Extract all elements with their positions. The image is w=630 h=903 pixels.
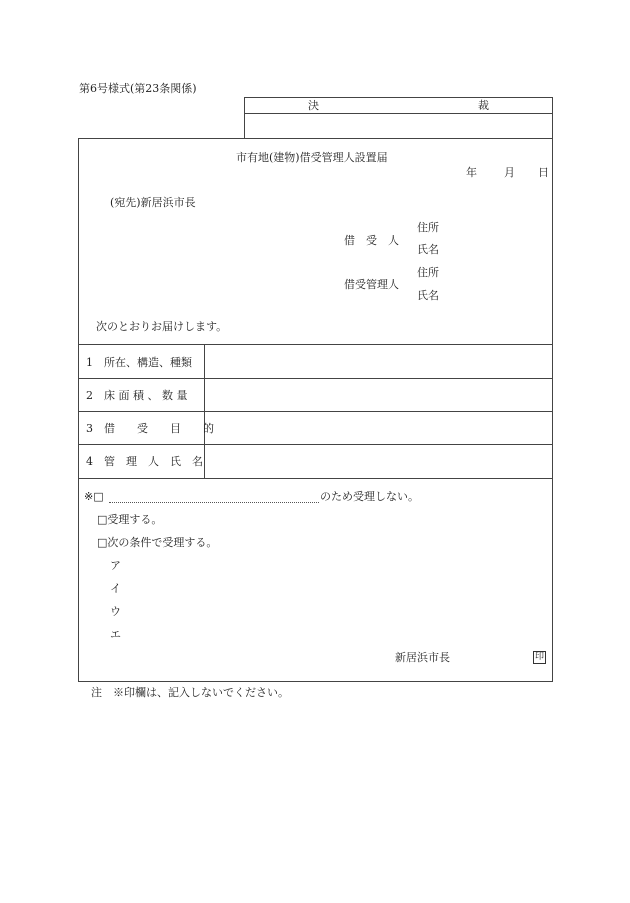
condition-i: イ (110, 582, 121, 595)
condition-a: ア (110, 559, 121, 572)
form-number: 第6号様式(第23条関係) (79, 82, 197, 95)
approval-divider (245, 113, 552, 114)
condition-u: ウ (110, 605, 121, 618)
manager-label: 借受管理人 (344, 278, 399, 291)
seal-mark: 印 (534, 652, 544, 662)
form-title: 市有地(建物)借受管理人設置届 (236, 151, 388, 164)
items-row-divider (79, 444, 552, 445)
reject-suffix: のため受理しない。 (320, 490, 419, 503)
reject-checkbox-prefix[interactable]: ※□ (84, 490, 104, 503)
addressee: (宛先)新居浜市長 (110, 196, 196, 209)
form-main-box (78, 138, 553, 345)
date-day: 日 (538, 166, 549, 179)
borrower-label: 借 受 人 (344, 234, 399, 247)
borrower-address-label: 住所 (417, 221, 439, 234)
item-label-purpose: 3 借 受 目 的 (86, 422, 214, 435)
item-label-manager-name: 4 管 理 人 氏 名 (86, 455, 203, 468)
items-table (78, 344, 553, 479)
approval-box (244, 97, 553, 139)
borrower-name-label: 氏名 (417, 243, 439, 256)
items-row-divider (79, 378, 552, 379)
approval-label-right: 裁 (478, 99, 489, 112)
item-label-floor-area: 2 床 面 積 、 数 量 (86, 389, 188, 402)
condition-e: エ (110, 628, 121, 641)
approval-label-left: 決 (308, 99, 319, 112)
items-row-divider (79, 411, 552, 412)
accept-checkbox[interactable]: □受理する。 (97, 513, 163, 526)
conditional-accept-checkbox[interactable]: □次の条件で受理する。 (97, 536, 218, 549)
date-month: 月 (504, 166, 515, 179)
item-label-location: 1 所在、構造、種類 (86, 356, 192, 369)
signer-name: 新居浜市長 (395, 651, 450, 664)
intro-text: 次のとおりお届けします。 (96, 320, 228, 333)
reject-reason-line[interactable] (109, 502, 319, 503)
decision-box (78, 478, 553, 682)
manager-address-label: 住所 (417, 266, 439, 279)
date-year: 年 (466, 166, 477, 179)
manager-name-label: 氏名 (417, 289, 439, 302)
footnote: 注 ※印欄は、記入しないでください。 (91, 686, 289, 699)
